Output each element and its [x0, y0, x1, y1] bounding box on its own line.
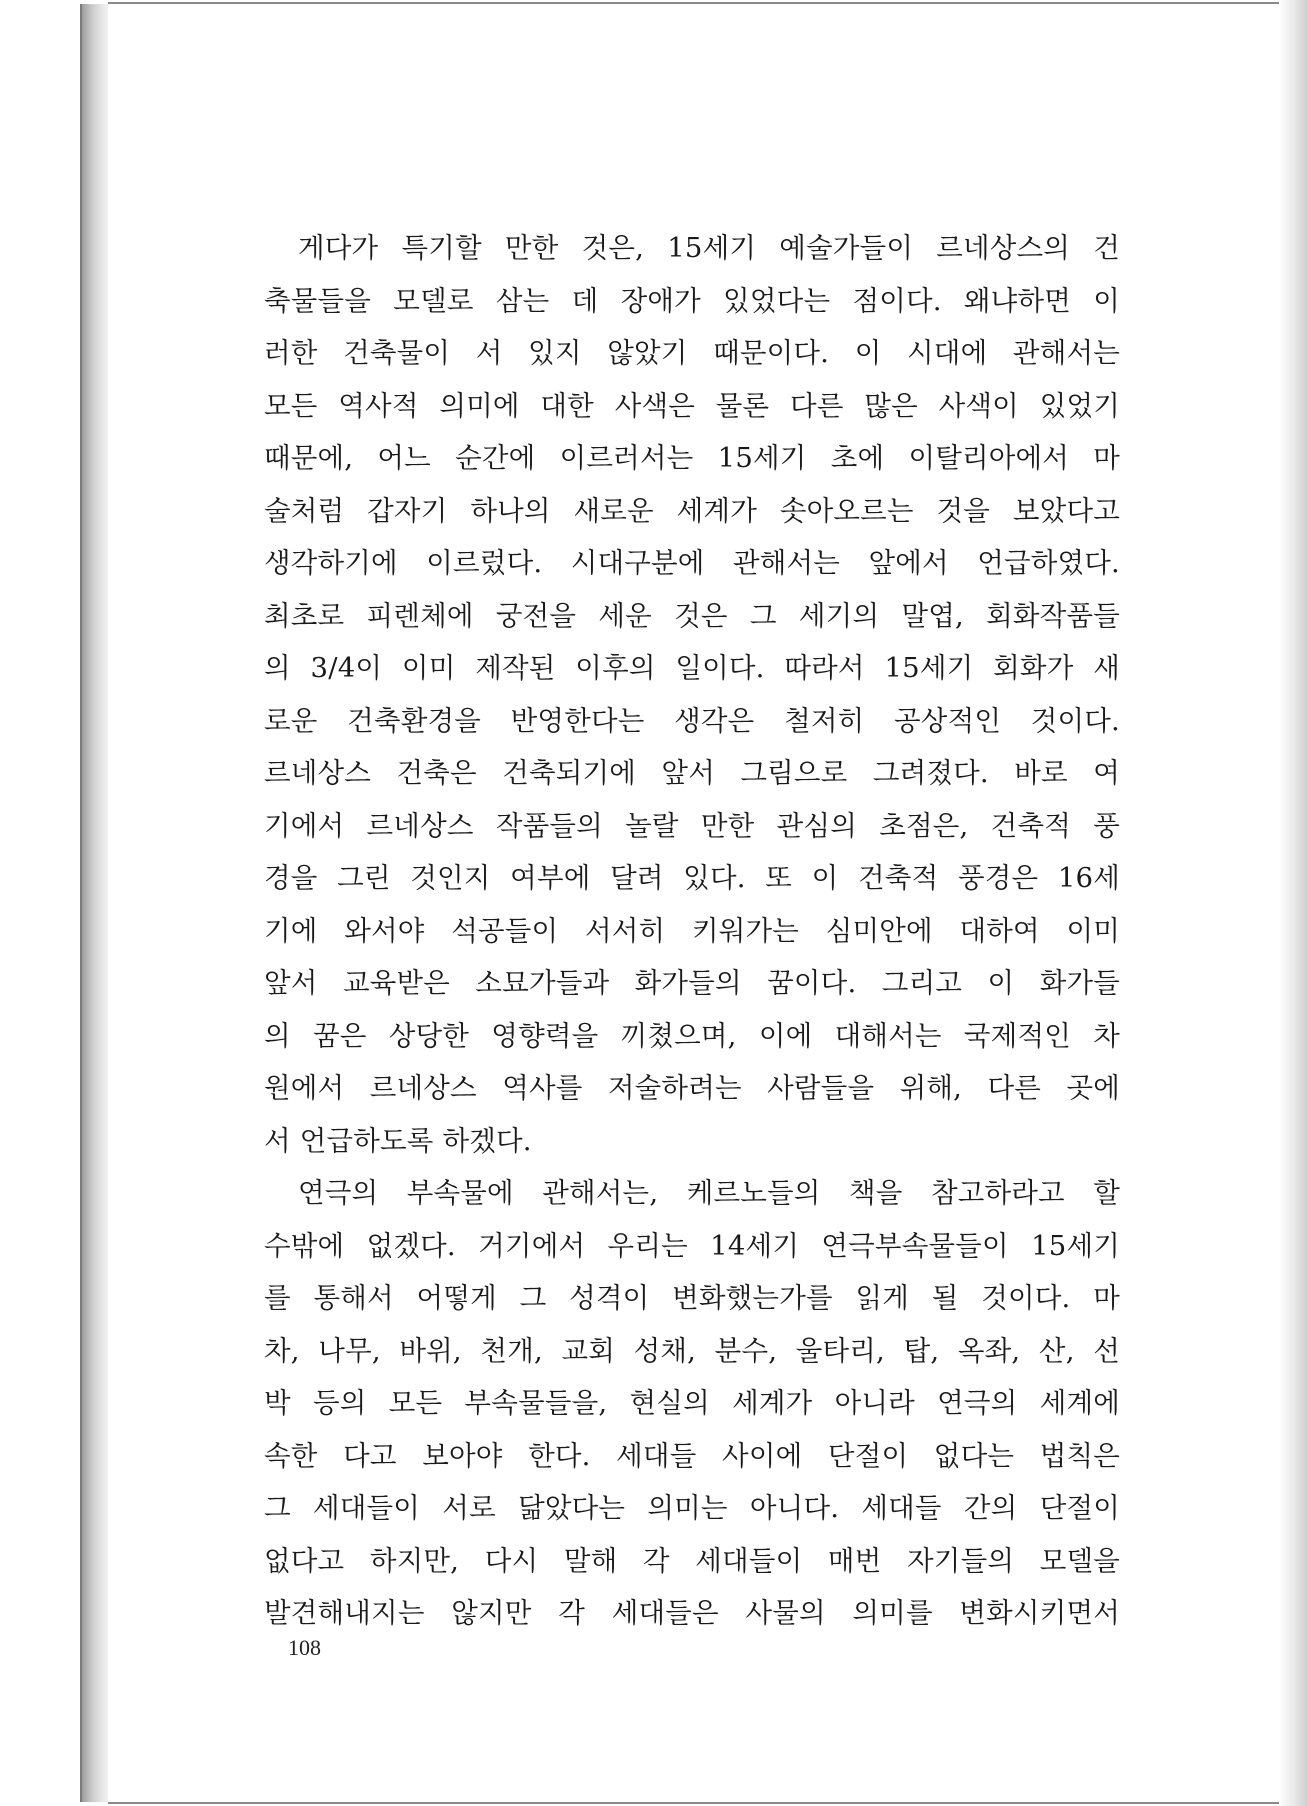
text-line: 로운 건축환경을 반영한다는 생각은 철저히 공상적인 것이다.: [264, 704, 1120, 737]
text-line: 경을 그린 것인지 여부에 달려 있다. 또 이 건축적 풍경은 16세: [264, 862, 1120, 894]
text-line: 연극의 부속물에 관해서는, 케르노들의 책을 참고하라고 할: [298, 1177, 1120, 1209]
text-line: 의 꿈은 상당한 영향력을 끼쳤으며, 이에 대해서는 국제적인 차: [264, 1019, 1120, 1052]
body-text: [264, 222, 1120, 1640]
text-line: 의 3/4이 이미 제작된 이후의 일이다. 따라서 15세기 회화가 새: [264, 652, 1120, 684]
page-edge-shadow: [1279, 0, 1307, 1806]
text-line: 르네상스 건축은 건축되기에 앞서 그림으로 그려졌다. 바로 여: [264, 757, 1120, 789]
text-line: 기에서 르네상스 작품들의 놀랄 만한 관심의 초점은, 건축적 풍: [264, 809, 1120, 842]
text-line: 박 등의 모든 부속물들을, 현실의 세계가 아니라 연극의 세계에: [264, 1387, 1120, 1419]
text-line: 발견해내지는 않지만 각 세대들은 사물의 의미를 변화시키면서: [264, 1597, 1120, 1629]
text-line: 속한 다고 보아야 한다. 세대들 사이에 단절이 없다는 법칙은: [264, 1439, 1120, 1472]
text-line: 원에서 르네상스 역사를 저술하려는 사람들을 위해, 다른 곳에: [264, 1072, 1120, 1104]
text-line: 게다가 특기할 만한 것은, 15세기 예술가들이 르네상스의 건: [298, 232, 1120, 264]
text-line: 때문에, 어느 순간에 이르러서는 15세기 초에 이탈리아에서 마: [264, 442, 1120, 474]
text-line: 그 세대들이 서로 닮았다는 의미는 아니다. 세대들 간의 단절이: [264, 1492, 1120, 1524]
text-line: 서 언급하도록 하겠다.: [264, 1124, 532, 1157]
text-line: 수밖에 없겠다. 거기에서 우리는 14세기 연극부속물들이 15세기: [264, 1229, 1120, 1262]
text-line: 모든 역사적 의미에 대한 사색은 물론 다른 많은 사색이 있었기: [264, 389, 1120, 422]
text-line: 최초로 피렌체에 궁전을 세운 것은 그 세기의 말엽, 회화작품들: [264, 599, 1120, 632]
text-line: 축물들을 모델로 삼는 데 장애가 있었다는 점이다. 왜냐하면 이: [264, 284, 1120, 317]
book-spine: [80, 4, 110, 1802]
page-number: 108: [288, 1635, 321, 1660]
text-line: 러한 건축물이 서 있지 않았기 때문이다. 이 시대에 관해서는: [264, 337, 1120, 369]
text-line: 차, 나무, 바위, 천개, 교회 성채, 분수, 울타리, 탑, 옥좌, 산, 선: [264, 1334, 1120, 1367]
text-line: 술처럼 갑자기 하나의 새로운 세계가 솟아오르는 것을 보았다고: [264, 494, 1120, 527]
paragraph-2: [264, 1167, 1120, 1640]
text-line: 없다고 하지만, 다시 말해 각 세대들이 매번 자기들의 모델을: [264, 1544, 1120, 1577]
text-line: 앞서 교육받은 소묘가들과 화가들의 꿈이다. 그리고 이 화가들: [264, 967, 1120, 999]
text-line: 생각하기에 이르렀다. 시대구분에 관해서는 앞에서 언급하였다.: [264, 547, 1120, 579]
text-line: 를 통해서 어떻게 그 성격이 변화했는가를 읽게 될 것이다. 마: [264, 1282, 1120, 1314]
text-line: 기에 와서야 석공들이 서서히 키워가는 심미안에 대하여 이미: [264, 914, 1120, 947]
paragraph-1: [264, 222, 1120, 1167]
